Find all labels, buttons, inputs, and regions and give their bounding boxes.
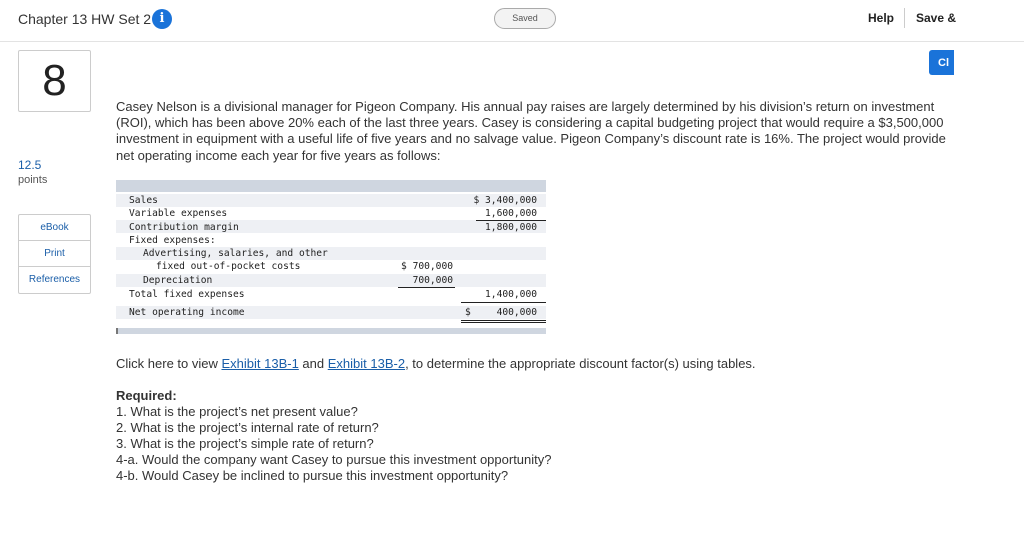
total-fixed-expenses-value: 1,400,000 bbox=[485, 289, 537, 300]
fixed-expenses-heading: Fixed expenses: bbox=[129, 235, 216, 246]
advertising-label-line1: Advertising, salaries, and other bbox=[143, 248, 328, 259]
help-button[interactable]: Help bbox=[868, 11, 895, 25]
exhibit-13b-2-link[interactable]: Exhibit 13B-2 bbox=[327, 356, 406, 371]
save-exit-button[interactable]: Save & bbox=[916, 11, 957, 25]
required-item-3: 3. What is the project’s simple rate of return? bbox=[116, 436, 374, 451]
points-value: 12.5 bbox=[18, 158, 42, 172]
net-operating-income-value: 400,000 bbox=[496, 307, 537, 318]
exhibit-middle: and bbox=[298, 356, 328, 371]
double-underline bbox=[461, 320, 546, 323]
depreciation-value: 700,000 bbox=[412, 275, 453, 286]
depreciation-label: Depreciation bbox=[143, 275, 213, 286]
exhibit-13b-1-link[interactable]: Exhibit 13B-1 bbox=[221, 356, 299, 371]
contribution-margin-label: Contribution margin bbox=[129, 222, 239, 233]
advertising-label-line2: fixed out-of-pocket costs bbox=[156, 261, 301, 272]
required-section bbox=[116, 388, 552, 484]
print-button[interactable]: Print bbox=[19, 241, 90, 267]
assignment-title: Chapter 13 HW Set 2 bbox=[18, 11, 152, 27]
top-bar bbox=[0, 0, 1024, 42]
info-icon[interactable]: i bbox=[152, 9, 172, 29]
total-underline bbox=[461, 302, 546, 303]
exhibit-prefix: Click here to view bbox=[116, 356, 222, 371]
topbar-divider bbox=[904, 8, 905, 28]
exhibit-instruction bbox=[116, 356, 756, 371]
contribution-margin-value: 1,800,000 bbox=[485, 222, 537, 233]
ebook-button[interactable]: eBook bbox=[19, 215, 90, 241]
required-heading: Required: bbox=[116, 388, 177, 403]
variable-expenses-label: Variable expenses bbox=[129, 208, 228, 219]
table-footer-edge bbox=[116, 328, 118, 334]
exhibit-suffix: , to determine the appropriate discount factor(s) using tables. bbox=[405, 356, 756, 371]
saved-status-badge: Saved bbox=[494, 8, 556, 29]
net-operating-income-label: Net operating income bbox=[129, 307, 245, 318]
question-number: 8 bbox=[18, 50, 91, 112]
resource-buttons bbox=[18, 214, 91, 294]
problem-statement: Casey Nelson is a divisional manager for Pigeon Company. His annual pay raises are largely determined by his division’s return on investment (ROI), which has been above 20% each of the last three years. Casey is considering a capital budgeting project that would require a $3,500,000 investment in equipment with a useful life of five years and no salvage value. Pigeon Company’s discount rate is 16%. The project would provide net operating income each year for five years as follows: bbox=[116, 99, 946, 163]
advertising-value: $ 700,000 bbox=[401, 261, 453, 272]
total-fixed-expenses-label: Total fixed expenses bbox=[129, 289, 245, 300]
required-item-1: 1. What is the project’s net present value? bbox=[116, 404, 358, 419]
sales-label: Sales bbox=[129, 195, 158, 206]
required-item-4b: 4-b. Would Casey be inclined to pursue this investment opportunity? bbox=[116, 468, 509, 483]
check-my-work-button[interactable]: Cl bbox=[929, 50, 954, 75]
table-footer-band bbox=[116, 328, 546, 334]
sales-value: $ 3,400,000 bbox=[473, 195, 537, 206]
table-header-band bbox=[116, 180, 546, 192]
required-item-4a: 4-a. Would the company want Casey to pursue this investment opportunity? bbox=[116, 452, 552, 467]
required-item-2: 2. What is the project’s internal rate of return? bbox=[116, 420, 379, 435]
points-label: points bbox=[18, 174, 48, 186]
references-button[interactable]: References bbox=[28, 274, 81, 285]
variable-expenses-value: 1,600,000 bbox=[485, 208, 537, 219]
net-operating-income-dollar: $ bbox=[465, 307, 471, 318]
income-statement-table bbox=[116, 180, 546, 334]
